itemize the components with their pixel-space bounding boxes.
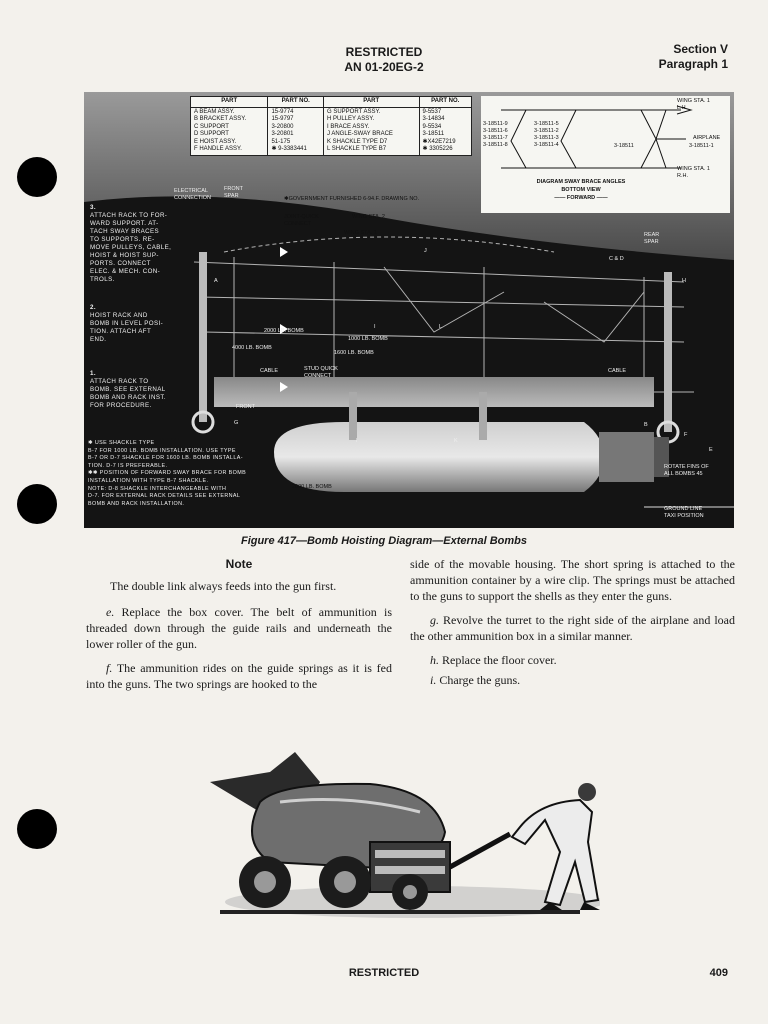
paragraph-e [86, 604, 392, 652]
label-electrical-connection: ELECTRICAL CONNECTION [174, 188, 211, 201]
paragraph-e-letter: e. [106, 605, 115, 619]
paragraph-h-letter: h. [430, 653, 439, 667]
label-joint-quick-connect: JOINT-QUICK CONNECT [284, 214, 319, 227]
binder-hole-middle [17, 484, 57, 524]
label-wing-sta-1: WING STA. 1 [344, 230, 377, 236]
label-2000-lb-bomb-lower: 2000 LB. BOMB [292, 484, 332, 490]
sway-left-part-4: 3-18511-8 [483, 142, 508, 148]
label-2000-lb-bomb: 2000 LB. BOMB [264, 328, 304, 334]
paragraph-g-letter: g. [430, 613, 439, 627]
paragraph-i [410, 672, 735, 688]
label-government-furnished: ✱GOVERNMENT FURNISHED 6-94.F. DRAWING NO. [284, 196, 420, 202]
label-1600-lb-bomb: 1600 LB. BOMB [334, 350, 374, 356]
sway-brace-diagram [481, 96, 730, 213]
page-header [0, 45, 768, 75]
label-ground-line: GROUND LINE TAXI POSITION [664, 506, 704, 519]
label-letter-i-2: I [374, 324, 376, 330]
label-4000-lb-bomb: 4000 LB. BOMB [232, 345, 272, 351]
sway-left-part-1: 3-18511-9 [483, 121, 508, 127]
label-1000-lb-bomb: 1000 LB. BOMB [348, 336, 388, 342]
sway-mid-part-2: 3-18511-2 [534, 128, 559, 134]
label-c-and-d: C & D [609, 256, 624, 262]
step-1-number: 1. [90, 370, 96, 377]
label-cable-right: CABLE [608, 368, 627, 374]
paragraph-continued [410, 556, 735, 604]
label-h: H [682, 278, 686, 284]
step-3-number: 3. [90, 204, 96, 211]
label-letter-j: J [424, 248, 427, 254]
label-letter-e: E [709, 447, 713, 453]
paragraph-i-letter: i. [430, 673, 437, 687]
note-text: The double link always feeds into the gun first. [110, 579, 337, 593]
section-reference [659, 42, 728, 72]
sway-right-part: 3-18511 [614, 143, 634, 149]
sway-airplane: AIRPLANE [693, 135, 721, 141]
paragraph-f [86, 660, 392, 692]
sway-left-part-2: 3-18511-6 [483, 128, 508, 134]
sway-far-right-part: 3-18511-1 [689, 143, 714, 149]
sway-mid-part-3: 3-18511-3 [534, 135, 559, 141]
label-letter-i: I [356, 438, 358, 444]
step-2-number: 2. [90, 304, 96, 311]
bomb-cart-illustration [200, 742, 600, 927]
paragraph-continued-text: side of the movable housing. The short spring is attached to the ammunition container by a wire clip. The springs must be attached to the guns to support the shells as they enter the guns. [410, 557, 735, 603]
paragraph-f-letter: f. [106, 661, 113, 675]
label-rotate-fins: ROTATE FINS OF ALL BOMBS 45 [664, 464, 709, 477]
label-stud-quick-connect: STUD QUICK CONNECT [304, 366, 338, 379]
bomb-hoisting-figure [84, 92, 734, 528]
paragraph-h [410, 652, 735, 668]
sway-wing-lh: WING STA. 1 L.H. [677, 98, 710, 111]
footer-classification: RESTRICTED [348, 967, 420, 979]
parts-numbers-col-2: 9-5537 3-14834 9-5534 3-18511 ✱X42E7219 ✱ 3305226 [419, 107, 472, 155]
label-front-spar: FRONT SPAR [224, 186, 243, 199]
header-document-number: AN 01-20EG-2 [344, 60, 424, 74]
note-heading: Note [225, 557, 253, 571]
label-letter-k: K [454, 438, 458, 444]
binder-hole-bottom [17, 809, 57, 849]
label-letter-g: G [234, 420, 239, 426]
text-column-left [86, 556, 392, 700]
sway-mid-part-4: 3-18511-4 [534, 142, 559, 148]
sway-wing-rh: WING STA. 1 R.H. [677, 166, 710, 179]
sway-mid-part-1: 3-18511-5 [534, 121, 559, 127]
parts-table [190, 96, 472, 156]
step-2-annotation [90, 304, 190, 344]
step-1-annotation [90, 370, 190, 410]
page-number: 409 [709, 967, 728, 979]
paragraph-f-text: The ammunition rides on the guide springs as it is fed into the guns. The two springs are hooked to the [86, 661, 392, 691]
label-letter-a: A [214, 278, 218, 284]
paragraph-h-text: Replace the floor cover. [439, 653, 557, 667]
figure-caption: Figure 417—Bomb Hoisting Diagram—External Bombs [240, 535, 528, 547]
sway-diagram-caption: DIAGRAM SWAY BRACE ANGLES BOTTOM VIEW —— FORWARD —— [536, 179, 626, 201]
bomb-shape [274, 422, 604, 492]
parts-names-col-2: G SUPPORT ASSY. H PULLEY ASSY. I BRACE ASSY. J ANGLE-SWAY BRACE K SHACKLE TYPE D7 L SHACKLE TYPE B7 [324, 107, 420, 155]
label-front: FRONT [236, 404, 255, 410]
paragraph-e-text: Replace the box cover. The belt of ammunition is threaded down through the guide rails and underneath the lower roller of the gun. [86, 605, 392, 651]
parts-header-partno-1: PART NO. [268, 97, 324, 108]
text-column-right [410, 556, 735, 696]
parts-header-partno-2: PART NO. [419, 97, 472, 108]
label-letter-f: F [684, 432, 688, 438]
parts-numbers-col-1: 15-9774 15-9797 3-20800 3-20801 51-175 ✱ 9-3383441 [268, 107, 324, 155]
label-letter-l: L [439, 324, 443, 330]
parts-names-col-1: A BEAM ASSY. B BRACKET ASSY. C SUPPORT D SUPPORT E HOIST ASSY. F HANDLE ASSY. [191, 107, 268, 155]
label-rear-spar: REAR SPAR [644, 232, 660, 245]
label-letter-b: B [644, 422, 648, 428]
binder-hole-top [17, 157, 57, 197]
paragraph-g-text: Revolve the turret to the right side of the airplane and load the other ammunition box in a similar manner. [410, 613, 735, 643]
step-3-annotation [90, 204, 190, 284]
step-2-text: HOIST RACK AND BOMB IN LEVEL POSI- TION. ATTACH AFT END. [90, 312, 164, 343]
paragraph-g [410, 612, 735, 644]
figure-notes-block: ✱ USE SHACKLE TYPE B-7 FOR 1000 LB. BOMB INSTALLATION. USE TYPE B-7 OR D-7 SHACKLE FOR 1600 LB. BOMB INSTALLA- TION. D-7 IS PREFERABLE. ✱✱ POSITION OF FORWARD SWAY BRACE FOR BOMB INSTALLATION WITH TYPE B-7 SHACKLE. NOTE: D-8 SHACKLE INTERCHANGEABLE WITH D-7. FOR EXTERNAL RACK DETAILS SEE EXTERNAL BOMB AND RACK INSTALLATION. [88, 440, 247, 507]
label-cable-left: CABLE [260, 368, 279, 374]
step-3-text: ATTACH RACK TO FOR- WARD SUPPORT. AT- TACH SWAY BRACES TO SUPPORTS. RE- MOVE PULLEYS, CABLE, HOIST & HOIST SUP- PORTS. CONNECT ELEC. & MECH. CON- TROLS. [90, 212, 172, 283]
step-1-text: ATTACH RACK TO BOMB. SEE EXTERNAL BOMB AND RACK INST. FOR PROCEDURE. [90, 378, 167, 409]
parts-header-part-1: PART [191, 97, 268, 108]
header-paragraph: Paragraph 1 [658, 57, 728, 71]
paragraph-i-text: Charge the guns. [436, 673, 521, 687]
parts-header-part-2: PART [324, 97, 420, 108]
sway-left-part-3: 3-18511-7 [483, 135, 508, 141]
label-wing-sta-2: WING STA. 2 [352, 214, 385, 220]
header-classification: RESTRICTED [345, 45, 423, 59]
header-section: Section V [673, 42, 728, 56]
